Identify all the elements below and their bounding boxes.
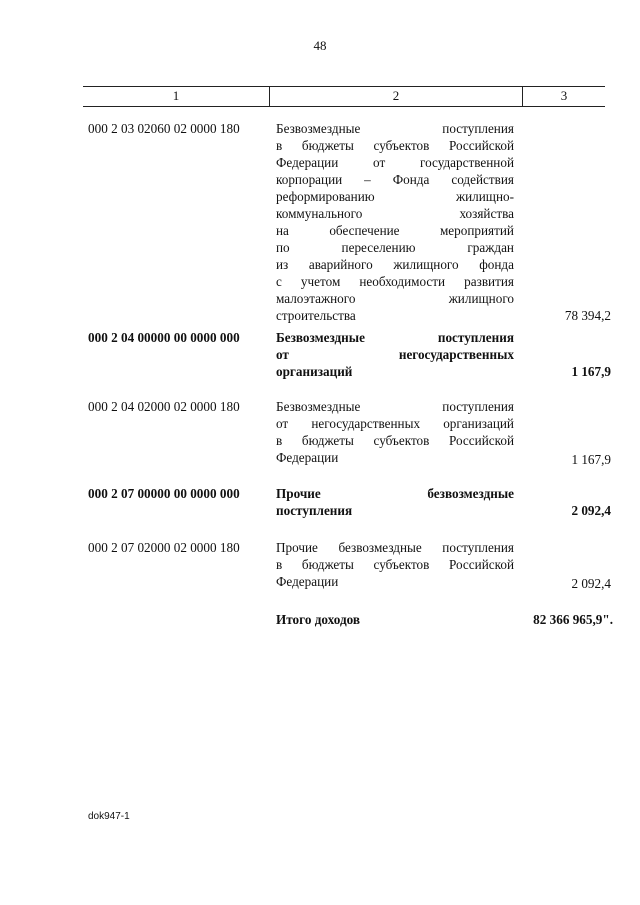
- desc-line: на обеспечение мероприятий: [276, 223, 514, 238]
- total-amount: 82 366 965,9".: [533, 612, 613, 627]
- desc-line: Федерации: [276, 450, 339, 465]
- desc-line: от негосударственных: [276, 347, 514, 362]
- desc-line: Прочие безвозмездные поступления: [276, 540, 514, 555]
- desc-line: в бюджеты субъектов Российской: [276, 433, 514, 448]
- desc-line: из аварийного жилищного фонда: [276, 257, 514, 272]
- page-number: 48: [313, 38, 327, 53]
- row-description: [276, 120, 514, 324]
- row-code: 000 2 07 02000 02 0000 180: [88, 540, 240, 555]
- row-amount: 1 167,9: [571, 452, 611, 467]
- row-amount: 2 092,4: [571, 576, 611, 591]
- desc-line: реформированию жилищно-: [276, 189, 514, 204]
- desc-line: малоэтажного жилищного: [276, 291, 514, 306]
- desc-line: с учетом необходимости развития: [276, 274, 514, 289]
- header-col-3: 3: [560, 88, 568, 103]
- desc-line: по переселению граждан: [276, 240, 514, 255]
- header-col-1: 1: [83, 87, 270, 106]
- row-description: [276, 539, 514, 590]
- desc-line: Прочие безвозмездные: [276, 486, 514, 501]
- header-col-2: 2: [270, 87, 523, 106]
- desc-line: коммунального хозяйства: [276, 206, 514, 221]
- document-code: dok947-1: [88, 811, 130, 822]
- desc-line: Безвозмездные поступления: [276, 121, 514, 136]
- row-code: 000 2 07 00000 00 0000 000: [88, 486, 240, 501]
- desc-line: поступления: [276, 503, 353, 518]
- desc-line: в бюджеты субъектов Российской: [276, 138, 514, 153]
- row-description: [276, 398, 514, 466]
- row-description: [276, 485, 514, 519]
- desc-line: Федерации: [276, 574, 339, 589]
- desc-line: в бюджеты субъектов Российской: [276, 557, 514, 572]
- row-amount: 78 394,2: [564, 308, 611, 323]
- row-amount: 2 092,4: [571, 503, 611, 518]
- desc-line: организаций: [276, 364, 353, 379]
- row-code: 000 2 03 02060 02 0000 180: [88, 121, 240, 136]
- table-header: [83, 86, 605, 107]
- row-amount: 1 167,9: [571, 364, 611, 379]
- desc-line: строительства: [276, 308, 356, 323]
- row-code: 000 2 04 02000 02 0000 180: [88, 399, 240, 414]
- total-label: Итого доходов: [276, 612, 361, 627]
- desc-line: Федерации от государственной: [276, 155, 514, 170]
- desc-line: от негосударственных организаций: [276, 416, 514, 431]
- desc-line: корпорации – Фонда содействия: [276, 172, 514, 187]
- row-code: 000 2 04 00000 00 0000 000: [88, 330, 240, 345]
- desc-line: Безвозмездные поступления: [276, 330, 514, 345]
- row-description: [276, 329, 514, 380]
- desc-line: Безвозмездные поступления: [276, 399, 514, 414]
